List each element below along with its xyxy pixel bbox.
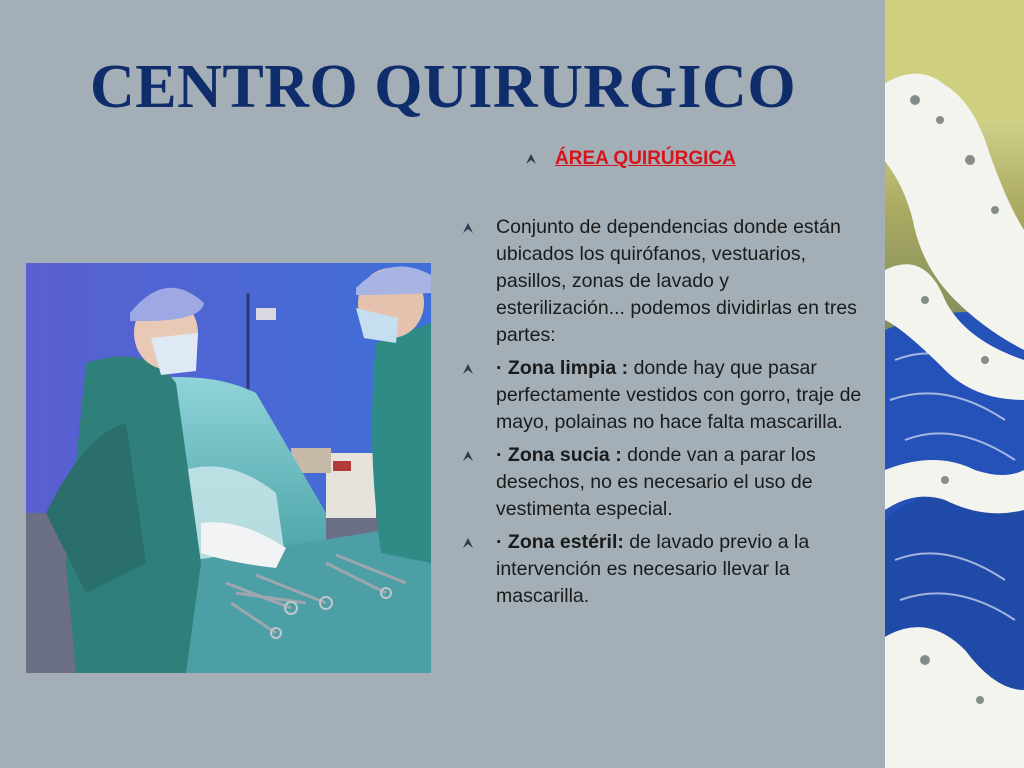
subheading	[525, 148, 736, 170]
bullet-bold: · Zona sucia :	[496, 444, 622, 466]
ocean-wave-border	[885, 0, 1024, 768]
bullet-text	[496, 355, 862, 436]
subheading-label[interactable]: ÁREA QUIRÚRGICA	[555, 148, 736, 169]
bullet-bold: · Zona limpia :	[496, 357, 629, 379]
bullet-item	[462, 529, 862, 610]
leaf-bullet-icon	[462, 450, 474, 462]
bullet-text	[496, 529, 862, 610]
bullet-text	[496, 442, 862, 523]
bullet-list	[462, 214, 862, 616]
bullet-body: Conjunto de dependencias donde están ubicados los quirófanos, vestuarios, pasillos, zonas de lavado y esterilización... podemos dividirlas en tres partes:	[496, 216, 857, 346]
leaf-bullet-icon	[462, 222, 474, 234]
bullet-body: donde hay que pasar perfectamente vestidos con gorro, traje de mayo, polainas no hace falta mascarilla.	[496, 357, 862, 433]
leaf-bullet-icon	[525, 153, 537, 165]
leaf-bullet-icon	[462, 363, 474, 375]
bullet-body: de lavado previo a la intervención es necesario llevar la mascarilla.	[496, 531, 810, 607]
leaf-bullet-icon	[462, 537, 474, 549]
surgeons-in-operating-room-photo	[26, 263, 431, 673]
bullet-text	[496, 214, 862, 349]
bullet-item	[462, 214, 862, 349]
bullet-item	[462, 355, 862, 436]
slide-title: CENTRO QUIRURGICO	[90, 53, 797, 121]
bullet-body: donde van a parar los desechos, no es necesario el uso de vestimenta especial.	[496, 444, 816, 520]
bullet-bold: · Zona estéril:	[496, 531, 624, 553]
bullet-item	[462, 442, 862, 523]
